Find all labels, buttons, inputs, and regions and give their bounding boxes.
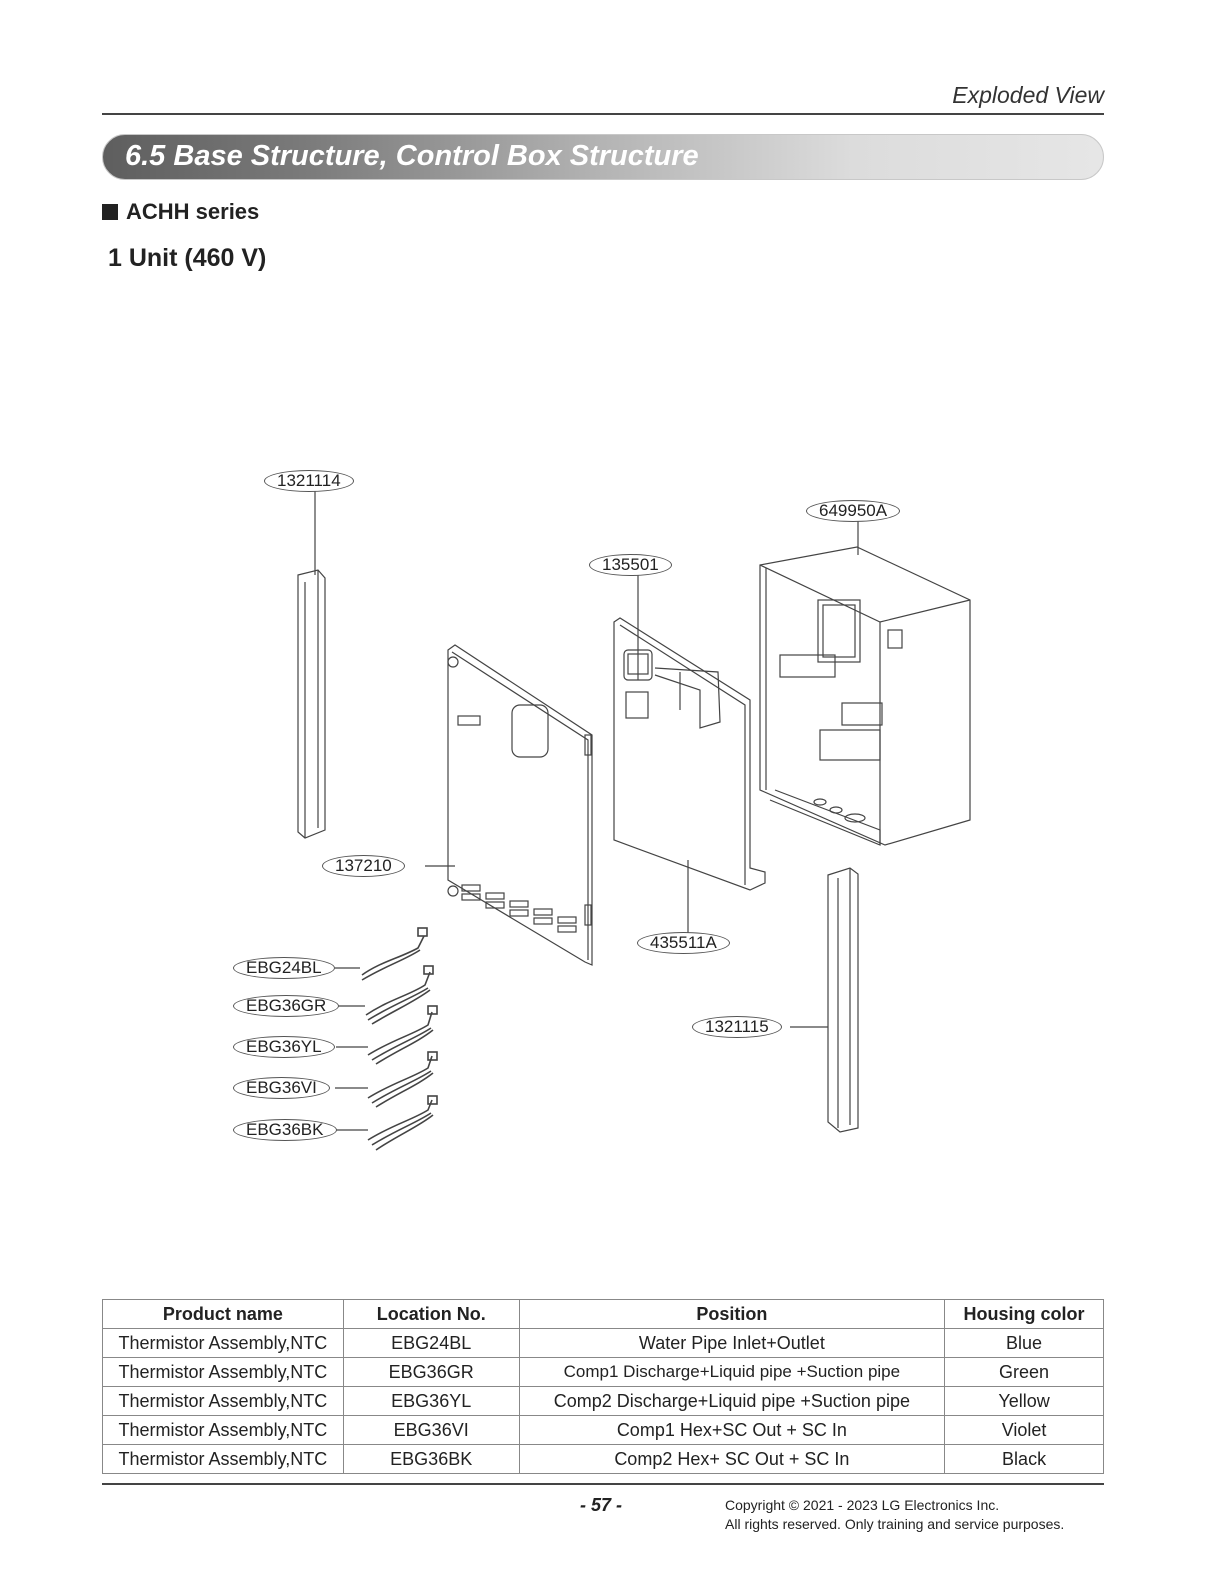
table-row: [103, 1358, 1104, 1387]
cell-position: Water Pipe Inlet+Outlet: [519, 1329, 944, 1358]
callout-EBG24BL: EBG24BL: [233, 957, 335, 979]
table-row: [103, 1387, 1104, 1416]
cell-housing-color: Yellow: [945, 1387, 1104, 1416]
cell-product-name: Thermistor Assembly,NTC: [103, 1416, 344, 1445]
parts-table: [102, 1299, 1104, 1474]
footer-rule: [102, 1483, 1104, 1485]
cell-product-name: Thermistor Assembly,NTC: [103, 1387, 344, 1416]
cell-location-no: EBG36BK: [343, 1445, 519, 1474]
col-position: Position: [519, 1300, 944, 1329]
cell-product-name: Thermistor Assembly,NTC: [103, 1445, 344, 1474]
callout-EBG36VI: EBG36VI: [233, 1077, 330, 1099]
table-header-row: [103, 1300, 1104, 1329]
col-housing-color: Housing color: [945, 1300, 1104, 1329]
col-product-name: Product name: [103, 1300, 344, 1329]
callout-EBG36BK: EBG36BK: [233, 1119, 337, 1141]
callout-EBG36GR: EBG36GR: [233, 995, 339, 1017]
callout-1321114: 1321114: [264, 470, 354, 492]
cell-position: Comp2 Discharge+Liquid pipe +Suction pipe: [519, 1387, 944, 1416]
callout-649950A: 649950A: [806, 500, 900, 522]
cell-location-no: EBG36GR: [343, 1358, 519, 1387]
cell-position: Comp2 Hex+ SC Out + SC In: [519, 1445, 944, 1474]
unit-heading: 1 Unit (460 V): [108, 244, 267, 272]
cell-location-no: EBG36VI: [343, 1416, 519, 1445]
callout-135501: 135501: [589, 554, 672, 576]
callout-1321115: 1321115: [692, 1016, 782, 1038]
cell-housing-color: Green: [945, 1358, 1104, 1387]
cell-location-no: EBG24BL: [343, 1329, 519, 1358]
col-location-no: Location No.: [343, 1300, 519, 1329]
cell-housing-color: Violet: [945, 1416, 1104, 1445]
callout-137210: 137210: [322, 855, 405, 877]
callout-EBG36YL: EBG36YL: [233, 1036, 335, 1058]
cell-position: Comp1 Discharge+Liquid pipe +Suction pipe: [519, 1358, 944, 1387]
series-label: ACHH series: [126, 199, 260, 224]
table-row: [103, 1329, 1104, 1358]
cell-product-name: Thermistor Assembly,NTC: [103, 1329, 344, 1358]
cell-location-no: EBG36YL: [343, 1387, 519, 1416]
cell-housing-color: Blue: [945, 1329, 1104, 1358]
page-title: 6.5 Base Structure, Control Box Structure: [125, 140, 699, 172]
copyright-line-2: All rights reserved. Only training and service purposes.: [725, 1516, 1065, 1532]
table-row: [103, 1416, 1104, 1445]
cell-housing-color: Black: [945, 1445, 1104, 1474]
copyright: [725, 1496, 1064, 1534]
page-number: - 57 -: [580, 1495, 623, 1515]
callout-435511A: 435511A: [637, 932, 730, 954]
section-label: Exploded View: [952, 82, 1104, 108]
cell-product-name: Thermistor Assembly,NTC: [103, 1358, 344, 1387]
cell-position: Comp1 Hex+SC Out + SC In: [519, 1416, 944, 1445]
copyright-line-1: Copyright © 2021 - 2023 LG Electronics Inc.: [725, 1497, 1000, 1513]
table-row: [103, 1445, 1104, 1474]
